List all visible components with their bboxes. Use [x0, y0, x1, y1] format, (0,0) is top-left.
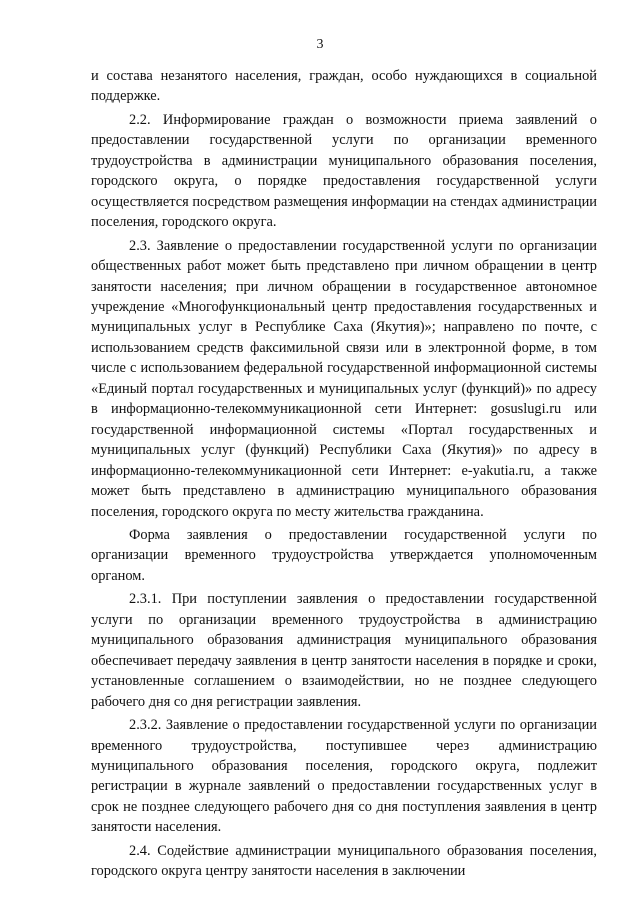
document-body [91, 66, 597, 882]
paragraph-2-4: 2.4. Содействие администрации муниципального образования поселения, городского округа центру занятости населения в заключении [91, 842, 597, 880]
paragraph-2-3: 2.3. Заявление о предоставлении государственной услуги по организации общественных работ может быть представлено при личном обращении в центр занятости населения; при личном обращении в государственное автономное учреждение «Многофункциональный центр предоставления государственных и муниципальных услуг в Республике Саха (Якутия)»; направлено по почте, с использованием средств факсимильной связи или в электронной форме, в том числе с использованием федеральной государственной информационной системы «Единый портал государственных и муниципальных услуг (функций)» по адресу в информационно-телекоммуникационной сети Интернет: gosuslugi.ru или государственной информационной системы «Портал государственных и муниципальных услуг (функций) Республики Саха (Якутия)» по адресу в информационно-телекоммуникационной сети Интернет: e-yakutia.ru, а также может быть представлено в администрацию муниципального образования поселения, городского округа по месту жительства гражданина. [91, 237, 597, 520]
paragraph-form: Форма заявления о предоставлении государственной услуги по организации временного трудоустройства утверждается уполномоченным органом. [91, 526, 597, 584]
page-number: 3 [316, 37, 324, 52]
paragraph-2-3-2: 2.3.2. Заявление о предоставлении государственной услуги по организации временного трудоустройства, поступившее через администрацию муниципального образования поселения, городского округа, подлежит регистрации в журнале заявлений о предоставлении государственных услуг в срок не позднее следующего рабочего дня со дня поступления заявления в центр занятости населения. [91, 717, 597, 836]
paragraph-2-2: 2.2. Информирование граждан о возможности приема заявлений о предоставлении государственной услуги по организации временного трудоустройства в администрации муниципального образования поселения, городского округа, о порядке предоставления государственной услуги осуществляется посредством размещения информации на стендах администрации поселения, городского округа. [91, 111, 597, 231]
paragraph-2-3-1: 2.3.1. При поступлении заявления о предоставлении государственной услуги по организации временного трудоустройства в администрацию муниципального образования администрация муниципального образования обеспечивает передачу заявления в центр занятости населения в порядке и сроки, установленные соглашением о взаимодействии, но не позднее следующего рабочего дня со дня регистрации заявления. [91, 591, 597, 710]
paragraph-continuation: и состава незанятого населения, граждан, особо нуждающихся в социальной поддержке. [91, 68, 597, 105]
